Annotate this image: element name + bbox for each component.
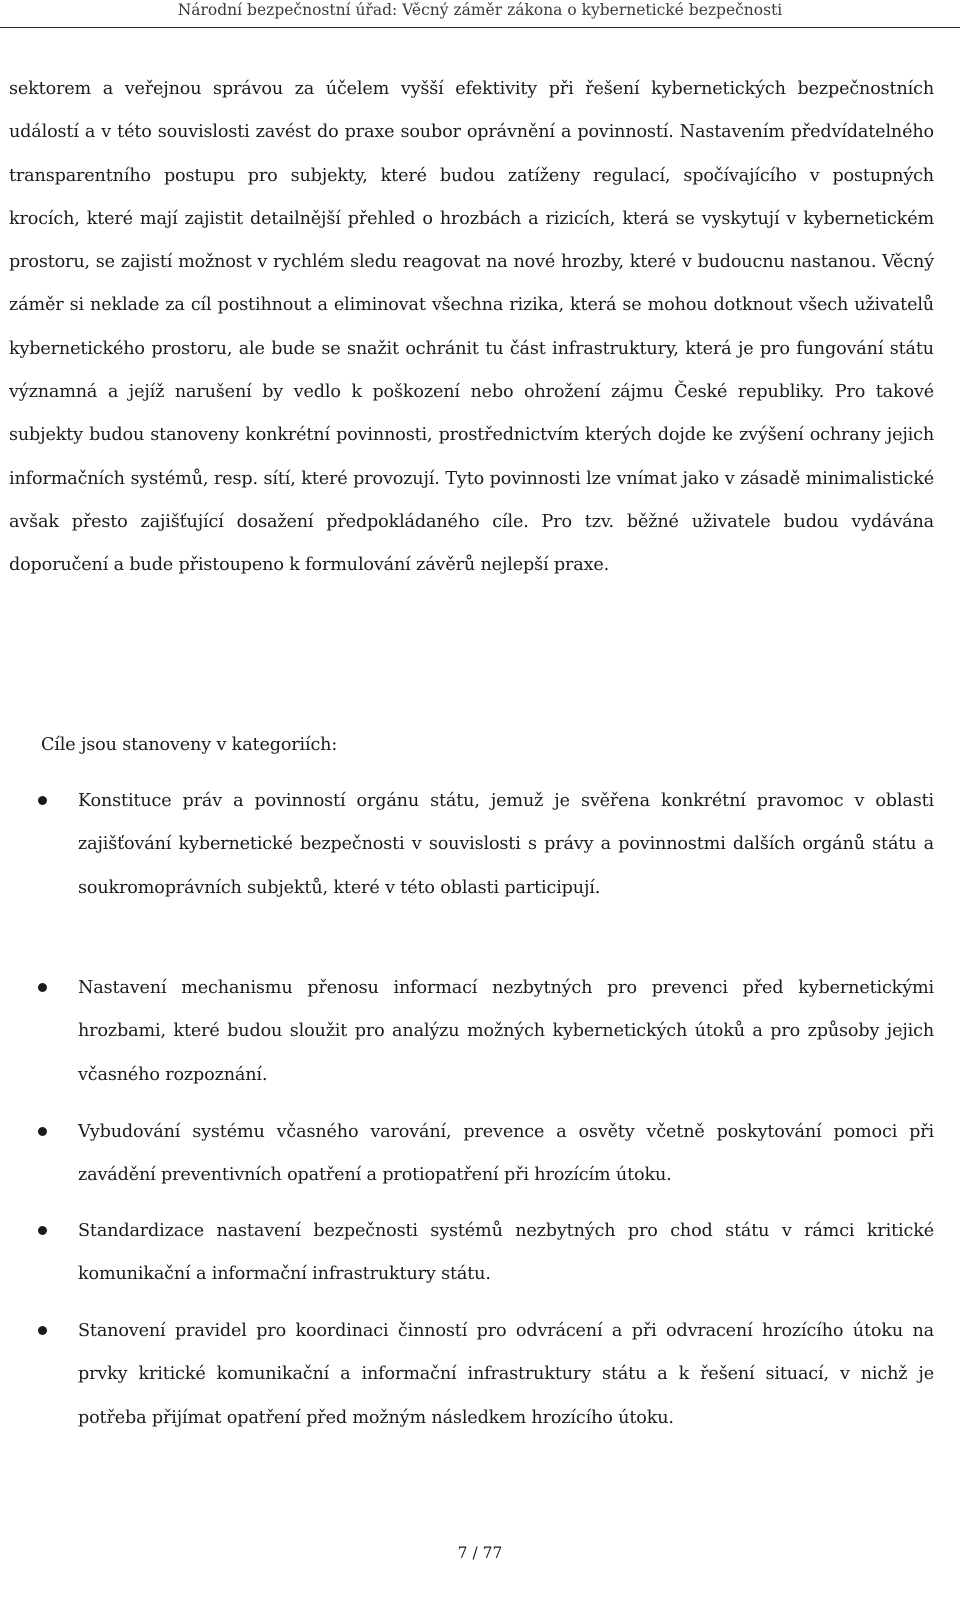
bullet-icon — [38, 1226, 47, 1235]
list-item-text: Nastavení mechanismu přenosu informací nezbytných pro prevenci před kybernetickými hrozbami, které budou sloužit pro analýzu možných kybernetických útoků a pro způsoby jejich včasného rozpoznání. — [78, 978, 934, 1085]
list-item-text: Stanovení pravidel pro koordinaci činností pro odvrácení a při odvracení hrozícího útoku na prvky kritické komunikační a informační infrastruktury státu a k řešení situací, v nichž je potřeba přijímat opatření před možným následkem hrozícího útoku. — [78, 1321, 934, 1428]
list-item — [78, 1111, 934, 1198]
list-item-text: Vybudování systému včasného varování, prevence a osvěty včetně poskytování pomoci při zavádění preventivních opatření a protiopatření při hrozícím útoku. — [78, 1122, 934, 1186]
bullet-icon — [38, 983, 47, 992]
list-item — [78, 1210, 934, 1297]
categories-intro: Cíle jsou stanoveny v kategoriích: — [41, 735, 338, 755]
bullet-icon — [38, 1127, 47, 1136]
page-number: 7 / 77 — [457, 1544, 503, 1562]
bullet-icon — [38, 1326, 47, 1335]
list-item-text: Konstituce práv a povinností orgánu státu, jemuž je svěřena konkrétní pravomoc v oblasti zajišťování kybernetické bezpečnosti v souvislosti s právy a povinnostmi dalších orgánů státu a soukromoprávních subjektů, které v této oblasti participují. — [78, 791, 934, 898]
bullet-icon — [38, 796, 47, 805]
header-rule — [0, 27, 960, 28]
running-header: Národní bezpečnostní úřad: Věcný záměr zákona o kybernetické bezpečnosti — [177, 1, 783, 19]
list-item — [78, 1310, 934, 1440]
intro-paragraph: sektorem a veřejnou správou za účelem vyšší efektivity při řešení kybernetických bezpečnostních událostí a v této souvislosti zavést do praxe soubor oprávnění a povinností. Nastavením předvídatelného transparentního postupu pro subjekty, které budou zatíženy regulací, spočívajícího v postupných krocích, které mají zajistit detailnější přehled o hrozbách a rizicích, která se vyskytují v kybernetickém prostoru, se zajistí možnost v rychlém sledu reagovat na nové hrozby, které v budoucnu nastanou. Věcný záměr si neklade za cíl postihnout a eliminovat všechna rizika, která se mohou dotknout všech uživatelů kybernetického prostoru, ale bude se snažit ochránit tu část infrastruktury, která je pro fungování státu významná a jejíž narušení by vedlo k poškození nebo ohrožení zájmu České republiky. Pro takové subjekty budou stanoveny konkrétní povinnosti, prostřednictvím kterých dojde ke zvýšení ochrany jejich informačních systémů, resp. sítí, které provozují. Tyto povinnosti lze vnímat jako v zásadě minimalistické avšak přesto zajišťující dosažení předpokládaného cíle. Pro tzv. běžné uživatele budou vydávána doporučení a bude přistoupeno k formulování závěrů nejlepší praxe. — [9, 79, 934, 576]
list-item — [78, 780, 934, 910]
list-item — [78, 967, 934, 1097]
list-item-text: Standardizace nastavení bezpečnosti systémů nezbytných pro chod státu v rámci kritické komunikační a informační infrastruktury státu. — [78, 1221, 934, 1285]
